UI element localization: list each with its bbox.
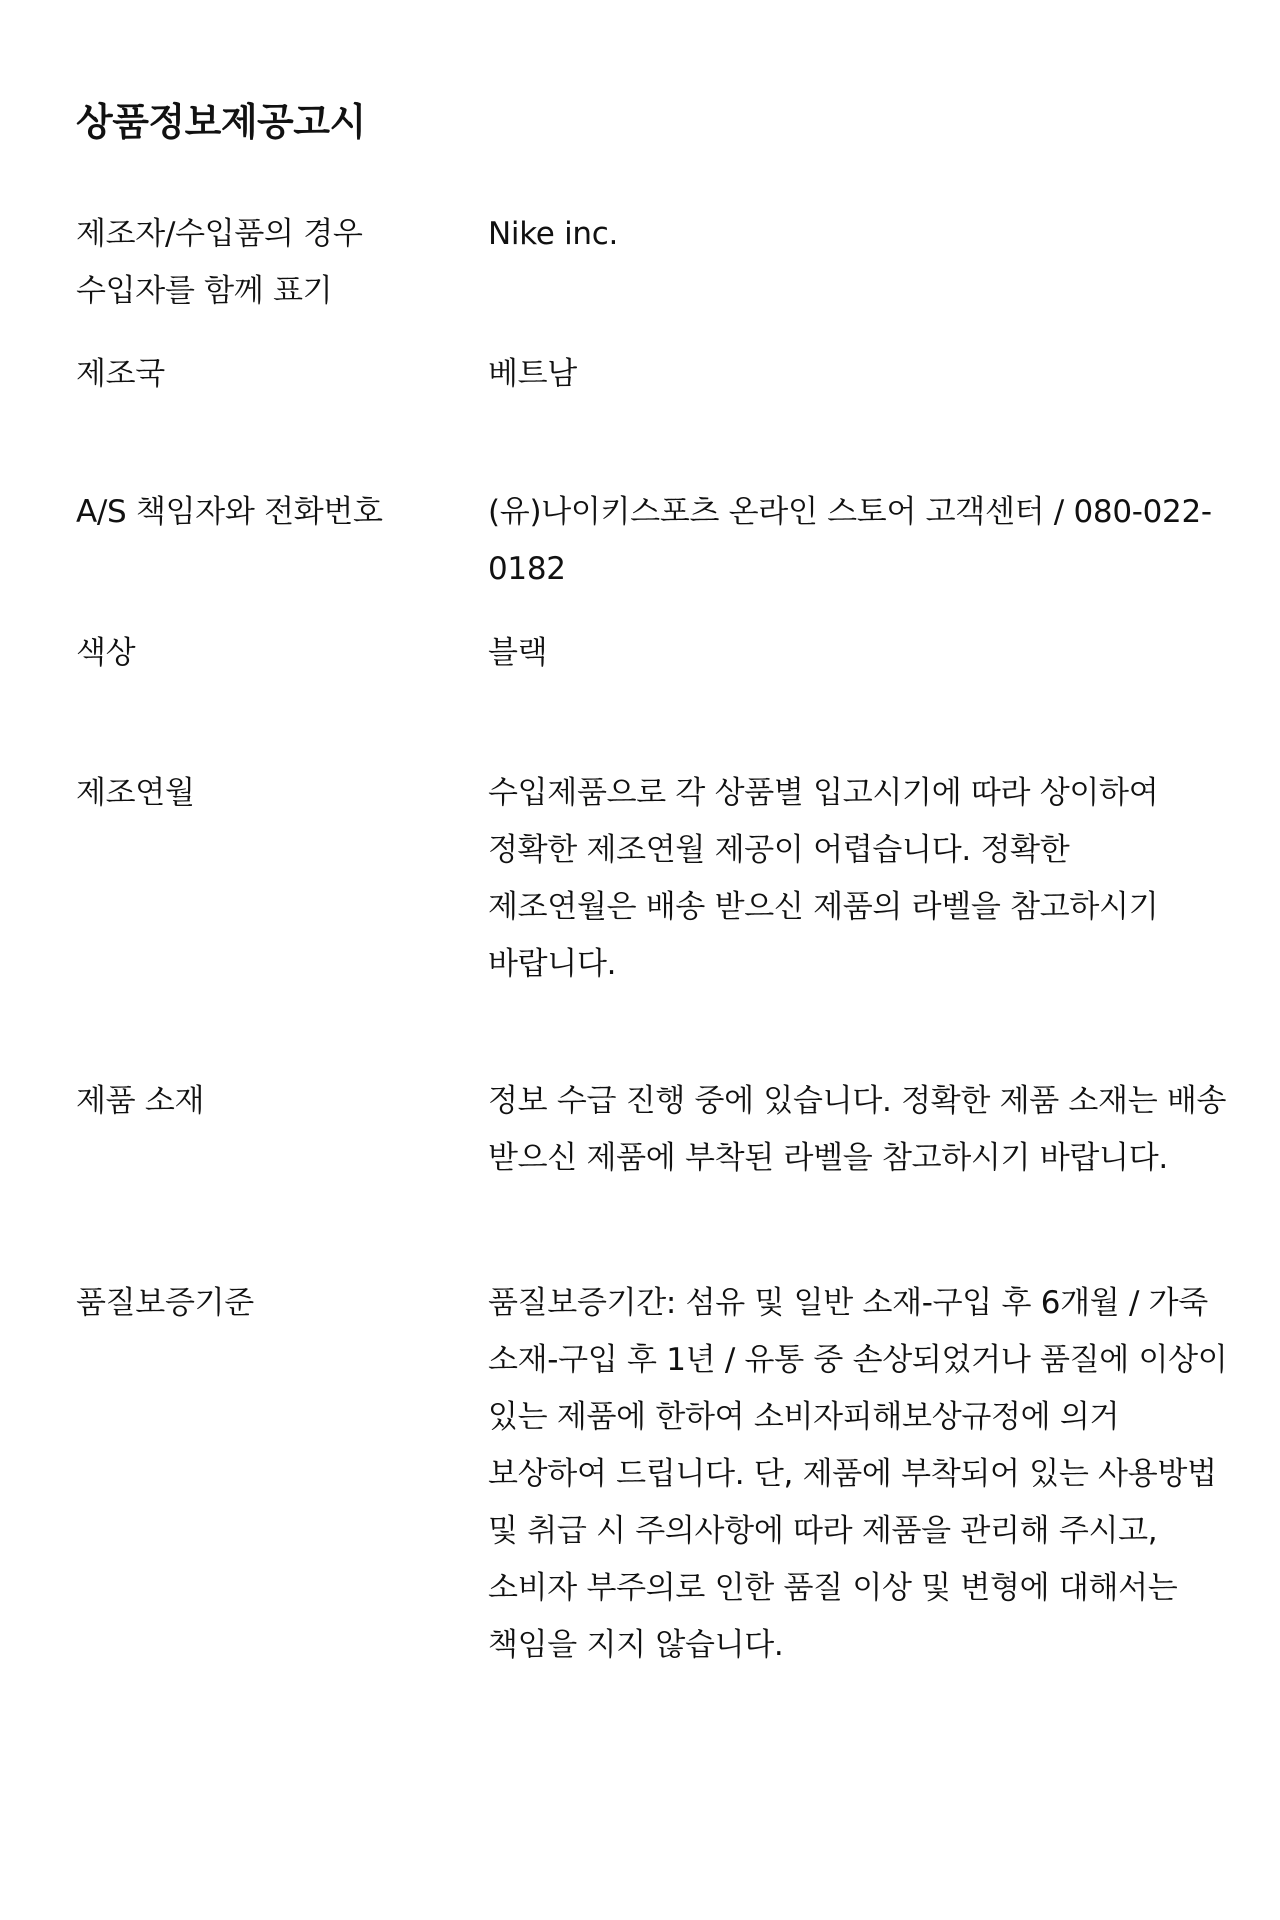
row-label: 색상 (76, 635, 136, 671)
row-label: 품질보증기준 (76, 1285, 254, 1321)
row-value: 블랙 (488, 635, 548, 671)
row-value: 수입제품으로 각 상품별 입고시기에 따라 상이하여 정확한 제조연월 제공이 어렵습니다. 정확한 제조연월은 배송 받으신 제품의 라벨을 참고하시기 바랍니다. (488, 775, 1159, 982)
row-label: 제조자/수입품의 경우 수입자를 함께 표기 (76, 216, 363, 309)
page-title: 상품정보제공고시 (76, 100, 366, 144)
row-value: 베트남 (488, 356, 577, 392)
row-label: 제조국 (76, 356, 165, 392)
row-value: (유)나이키스포츠 온라인 스토어 고객센터 / 080-022- 0182 (488, 494, 1212, 587)
row-label: A/S 책임자와 전화번호 (76, 494, 383, 530)
row-value: Nike inc. (488, 216, 619, 252)
row-value: 정보 수급 진행 중에 있습니다. 정확한 제품 소재는 배송 받으신 제품에 부착된 라벨을 참고하시기 바랍니다. (488, 1083, 1227, 1176)
row-value: 품질보증기간: 섬유 및 일반 소재-구입 후 6개월 / 가죽 소재-구입 후 1년 / 유통 중 손상되었거나 품질에 이상이 있는 제품에 한하여 소비자피해보상규정에 의거 보상하여 드립니다. 단, 제품에 부착되어 있는 사용방법 및 취급 시 주의사항에 따라 제품을 관리해 주시고, 소비자 부주의로 인한 품질 이상 및 변형에 대해서는 책임을 지지 않습니다. (488, 1285, 1228, 1663)
row-label: 제품 소재 (76, 1083, 205, 1119)
row-label: 제조연월 (76, 775, 195, 811)
